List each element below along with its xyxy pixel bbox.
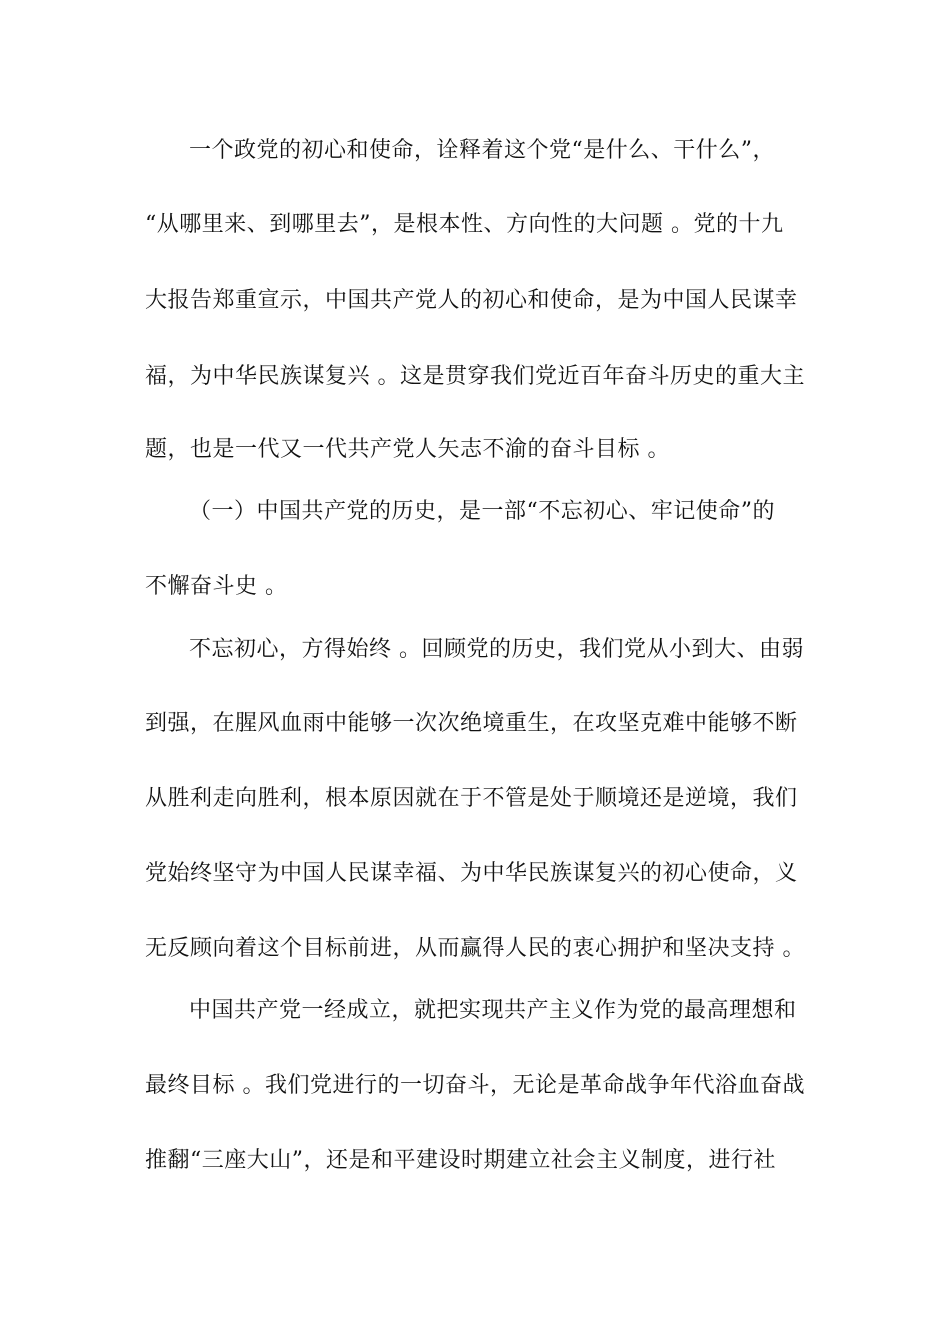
text-line-15: 推翻“三座大山”，还是和平建设时期建立社会主义制度，进行社 — [145, 1148, 776, 1173]
text-line-13: 中国共产党一经成立，就把实现共产主义作为党的最高理想和 — [189, 998, 797, 1023]
text-line-5: 题，也是一代又一代共产党人矢志不渝的奋斗目标 。 — [145, 437, 670, 462]
text-line-1: 一个政党的初心和使命，诠释着这个党“是什么、干什么”， — [189, 138, 775, 163]
text-line-7: 不懈奋斗史 。 — [145, 574, 288, 599]
text-line-12: 无反顾向着这个目标前进，从而赢得人民的衷心拥护和坚决支持 。 — [145, 936, 805, 961]
text-line-3: 大报告郑重宣示，中国共产党人的初心和使命，是为中国人民谋幸 — [145, 288, 798, 313]
text-line-14: 最终目标 。我们党进行的一切奋斗，无论是革命战争年代浴血奋战 — [145, 1073, 805, 1098]
text-line-8: 不忘初心，方得始终 。回顾党的历史，我们党从小到大、由弱 — [189, 637, 804, 662]
text-line-4: 福，为中华民族谋复兴 。这是贯穿我们党近百年奋斗历史的重大主 — [145, 364, 805, 389]
text-line-10: 从胜利走向胜利，根本原因就在于不管是处于顺境还是逆境，我们 — [145, 786, 798, 811]
text-line-11: 党始终坚守为中国人民谋幸福、为中华民族谋复兴的初心使命，义 — [145, 861, 798, 886]
text-line-9: 到强，在腥风血雨中能够一次次绝境重生，在攻坚克难中能够不断 — [145, 711, 798, 736]
text-line-6: （一）中国共产党的历史，是一部“不忘初心、牢记使命”的 — [189, 499, 775, 524]
text-line-2: “从哪里来、到哪里去”，是根本性、方向性的大问题 。党的十九 — [145, 212, 784, 237]
